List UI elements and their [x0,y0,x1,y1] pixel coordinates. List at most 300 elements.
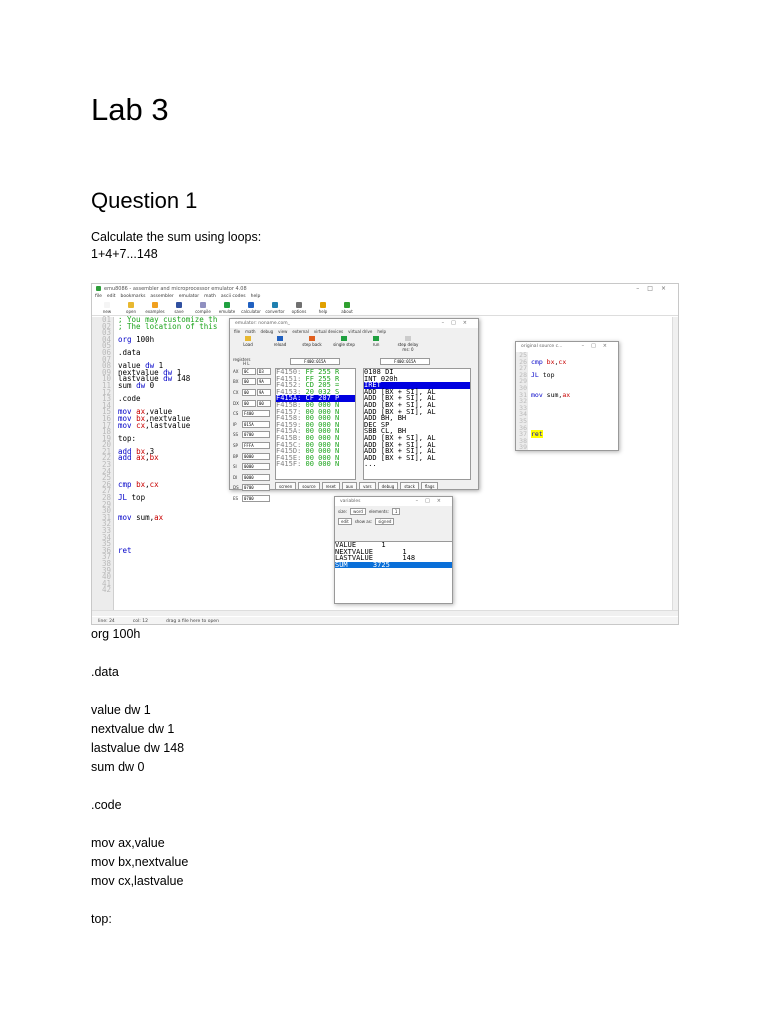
calculator-button[interactable] [239,301,263,315]
help-button[interactable] [311,301,335,315]
code-token: dw [163,374,177,384]
status-text: drag a file here to open [165,619,219,624]
source-line [531,359,615,366]
register-high[interactable]: 00 [242,400,256,407]
new-file-icon [104,302,110,308]
disasm-row[interactable]: ADD [BX + SI], AL [364,433,436,442]
reset-button[interactable]: reset [322,482,340,490]
source-button[interactable]: source [298,482,319,490]
variable-row[interactable]: VALUE 1 [335,541,386,549]
code-token: cx [149,479,159,489]
line-number: 28 [101,493,111,503]
memory-address: F4158: [276,414,306,423]
app-menubar [92,294,678,301]
memory-address: F415C: [276,440,306,449]
emulator-tool-icon [405,336,411,341]
code-line [118,420,238,430]
source-line [531,378,615,385]
register-high[interactable]: 00 [242,389,256,396]
line-number: 31 [101,512,111,522]
line-number: 09 [101,367,111,377]
about-button[interactable] [335,301,359,315]
line-number: 04 [101,334,111,344]
line-number: 29 [101,499,111,509]
disasm-row[interactable]: ADD [BX + SI], AL [364,453,436,462]
memory-bytes: FF 255 R [305,368,340,376]
menu-item-edit[interactable]: edit [106,294,116,299]
code-line [118,528,238,535]
document-code-line: nextvalue dw 1 [91,722,175,736]
line-number: 07 [101,354,111,364]
line-number: 27 [101,486,111,496]
register-value[interactable]: 0000 [242,474,270,481]
memory-address: F4157: [276,407,306,416]
emulator-menu-item[interactable]: view [278,329,288,334]
code-token: JL [118,493,132,503]
variable-row[interactable]: NEXTVALUE 1 [335,547,407,556]
screen-button[interactable]: screen [275,482,296,490]
emulator-single-step-button[interactable] [330,335,358,349]
tool-label: emulate [218,309,236,314]
register-cx [233,387,275,398]
memory-address: F4152: [276,381,306,390]
line-number-gutter [92,317,114,610]
code-line [118,469,238,476]
menu-item-assembler[interactable]: assembler [150,294,174,299]
memory-bytes: CF 207 P [305,394,340,403]
memory-address: F4150: [276,368,306,376]
source-line [531,425,615,432]
line-number: 06 [101,347,111,357]
memory-address: F4151: [276,374,306,383]
variable-row[interactable]: SUM 3725 [335,562,452,569]
emulator-tool-label: single step [333,342,355,347]
tool-label: examples [145,309,165,314]
code-token: cmp [531,357,547,366]
variables-window[interactable] [334,496,453,604]
code-token: , [145,479,150,489]
emulator-reload-button[interactable] [266,335,294,349]
emulator-tool-icon [277,336,283,341]
line-number: 18 [101,427,111,437]
stack-button[interactable]: stack [400,482,419,490]
register-name: SS [233,432,239,438]
register-low[interactable]: D3 [257,368,271,375]
register-high[interactable]: 00 [242,378,256,385]
emulator-step-delay-ms-0-button[interactable] [394,335,422,352]
elements-label: elements: [368,508,389,514]
memory-list[interactable] [275,368,356,480]
tool-label: convertor [265,309,285,314]
emulator-run-button[interactable] [362,335,390,349]
line-number: 37 [519,430,527,439]
line-number: 24 [101,466,111,476]
memory-address: F415B: [276,433,306,442]
code-token: sum [546,390,559,399]
code-token: cx [558,357,567,366]
size-select[interactable]: word [350,508,366,515]
registers-panel [233,357,275,504]
code-token: , [554,357,559,366]
code-token: bx [136,479,146,489]
size-label: size: [338,508,348,514]
line-number: 25 [101,473,111,483]
menu-item-bookmarks[interactable]: bookmarks [120,294,146,299]
tool-label: open [126,309,136,314]
emulator-menu-item[interactable]: file [234,329,241,334]
tool-label: new [102,309,112,314]
line-number: 35 [101,539,111,549]
code-token: top [542,370,555,379]
register-name: AX [233,368,239,374]
disasm-row[interactable]: ADD [BX + SI], AL [364,394,436,403]
code-token: lastvalue [118,374,164,384]
aux-button[interactable]: aux [342,482,357,490]
line-number: 19 [101,433,111,443]
disassembly-list[interactable] [363,368,471,480]
wrench-icon [296,302,302,308]
memory-bytes: 20 032 S [305,387,340,396]
code-token: mov [118,407,137,417]
calculator-icon [248,302,254,308]
document-code-line: mov ax,value [91,836,165,850]
source-line [531,438,615,445]
register-low[interactable]: 9A [257,378,271,385]
line-number: 39 [101,565,111,575]
menu-item-math[interactable]: math [204,294,216,299]
code-token: 100h [136,334,155,344]
line-number: 42 [101,585,111,595]
code-token: cmp [118,479,137,489]
register-value[interactable]: 0700 [242,495,270,502]
memory-address: F415B: [276,400,306,409]
disasm-address-field[interactable]: F400:015A [380,358,430,365]
tool-label: compile [195,309,211,314]
register-name: DI [233,474,238,480]
register-value[interactable]: 0700 [242,484,270,491]
emulator-step-back-button[interactable] [298,335,326,349]
line-number: 35 [519,416,527,425]
document-code-line: value dw 1 [91,703,151,717]
play-icon [224,302,230,308]
variables-show-row [335,516,452,526]
new-button[interactable] [95,301,119,315]
memory-bytes: 00 000 N [305,447,340,456]
register-low[interactable]: 00 [257,400,271,407]
register-ip [233,419,275,430]
register-value[interactable]: 0000 [242,463,270,470]
register-ss [233,430,275,441]
code-line [118,512,238,522]
disasm-row[interactable]: ADD [BX + SI], AL [364,440,436,449]
disasm-row[interactable]: ADD [BX + SI], AL [364,407,436,416]
emulator-menu-item[interactable]: math [245,329,256,334]
register-value[interactable]: 015A [242,421,270,428]
memory-bytes: 00 000 N [305,453,340,462]
register-cs [233,408,275,419]
status-text: col: 12 [132,619,148,624]
status-bar [92,617,678,625]
emulator-toolbar [230,335,478,352]
memory-address: F415F: [276,460,306,469]
code-token: JL [531,370,543,379]
memory-bytes: 00 000 N [305,420,340,429]
memory-address-field[interactable]: F400:015A [290,358,340,365]
line-number: 15 [101,407,111,417]
register-bx [233,377,275,388]
about-icon [344,302,350,308]
memory-row[interactable] [276,461,355,468]
line-number: 33 [101,526,111,535]
emulator-menu-item[interactable]: external [292,329,309,334]
line-number: 34 [519,410,527,419]
emu8086-screenshot [91,283,679,625]
line-number: 08 [101,361,111,371]
emulate-button[interactable] [215,301,239,315]
code-token: nextvalue [118,367,164,377]
emulator-tool-icon [245,336,251,341]
register-value[interactable]: F400 [242,410,270,417]
line-number: 03 [101,328,111,338]
original-source-title: original source c... [521,344,563,349]
code-token: dw [136,380,150,390]
memory-address: F415A: [276,427,306,436]
options-button[interactable] [287,301,311,315]
code-token: org [118,334,137,344]
code-token: 1 [176,367,182,377]
register-name: IP [233,421,237,427]
code-line [118,396,238,403]
code-line [118,479,238,489]
memory-bytes: 00 000 N [305,460,340,469]
code-token: value [118,361,146,371]
register-es [233,493,275,504]
line-number: 23 [101,460,111,470]
line-number: 39 [519,443,527,452]
tool-label: options [291,309,307,314]
code-token: ret [531,430,543,439]
code-token: sum [118,380,137,390]
convertor-icon [272,302,278,308]
window-controls[interactable]: –□× [636,285,674,292]
original-source-window[interactable] [515,341,619,451]
code-token: ,value [145,407,173,417]
open-button[interactable] [119,301,143,315]
line-number: 31 [519,390,527,399]
emulator-tool-label: step delay ms: 0 [397,342,419,352]
source-line [531,444,615,451]
disasm-row[interactable]: SBB CL, BH [364,427,407,436]
code-token: bx [136,413,146,423]
document-code-line: lastvalue dw 148 [91,741,185,755]
emulator-tool-label: reload [273,342,287,347]
variable-row[interactable]: LASTVALUE 148 [335,554,416,563]
original-source-window-controls[interactable]: –□× [581,343,614,349]
line-number: 36 [101,545,111,555]
register-name: BP [233,453,239,459]
document-code-line: mov bx,nextvalue [91,855,189,869]
emulator-menu-item[interactable]: virtual drive [348,329,373,334]
line-number: 21 [101,446,111,456]
line-number: 26 [519,357,527,366]
editor-vertical-scrollbar[interactable] [672,317,678,610]
app-toolbar [92,301,678,316]
tool-label: help [318,309,328,314]
line-number: 22 [101,453,111,463]
line-number: 32 [101,519,111,529]
emulator-load-button[interactable] [234,335,262,349]
emulator-title: emulator: noname.com_ [235,321,290,326]
menu-item-help[interactable]: help [250,294,261,299]
registers-label: registers [233,357,251,362]
code-token: mov [531,390,547,399]
star-icon [152,302,158,308]
register-value[interactable]: 0000 [242,453,270,460]
line-number: 27 [519,364,527,373]
examples-button[interactable] [143,301,167,315]
code-token: mov [118,413,137,423]
original-source-titlebar [516,342,618,351]
code-token: dw [145,361,159,371]
code-token: ,nextvalue [145,413,191,423]
line-number: 38 [519,436,527,445]
disk-icon [176,302,182,308]
disasm-row[interactable]: IRET [364,382,470,389]
register-high[interactable]: 0C [242,368,256,375]
emulator-menu-item[interactable]: virtual devices [313,329,344,334]
memory-address: F415E: [276,453,306,462]
emulator-window-controls[interactable]: –□× [441,320,474,326]
line-number: 34 [101,532,111,542]
memory-bytes: 00 000 N [305,400,340,409]
vars-button[interactable]: vars [359,482,376,490]
tool-label: calculator [241,309,261,314]
memory-address: F415A: [276,394,306,403]
source-code[interactable] [118,315,241,555]
code-token: ,3 [145,446,155,456]
code-line [118,495,238,502]
memory-address: F4153: [276,387,306,396]
disasm-row[interactable]: INT 020h [364,374,398,383]
code-token: cx [136,420,146,430]
line-number: 13 [101,394,111,404]
register-name: CS [233,411,239,417]
line-number: 28 [519,370,527,379]
code-line [118,521,238,528]
register-value[interactable]: 0700 [242,431,270,438]
code-token: mov [118,420,137,430]
emulator-menu-item[interactable]: help [377,329,386,334]
line-number: 30 [519,383,527,392]
show-as-select[interactable]: signed [375,518,394,525]
register-si [233,461,275,472]
document-code-line: .code [91,798,122,812]
original-source-gutter [516,352,528,450]
emu8086-icon [96,286,101,291]
document-title: Lab 3 [91,92,169,127]
help-icon [320,302,326,308]
code-token: add [118,446,137,456]
emulator-menu-item[interactable]: debug [260,329,274,334]
disasm-row[interactable]: ADD [BX + SI], AL [364,447,436,456]
emulator-window[interactable] [229,318,479,501]
document-code-line: top: [91,912,112,926]
elements-field[interactable]: 1 [392,508,401,515]
code-line [118,334,238,344]
convertor-button[interactable] [263,301,287,315]
code-token: sum [136,512,150,522]
code-token: ; The location of this [118,321,218,331]
disasm-row[interactable]: ADD BH, BH [364,414,407,423]
code-token: bx [149,453,159,463]
edit-button[interactable]: edit [338,518,352,525]
menu-item-ascii-codes[interactable]: ascii codes [220,294,246,299]
document-code-line: mov cx,lastvalue [91,874,184,888]
register-low[interactable]: 9A [257,389,271,396]
source-line [531,398,615,405]
show-as-label: show as: [354,518,373,524]
variables-list[interactable] [335,541,452,603]
register-name: DX [233,400,239,406]
source-line [531,372,615,379]
code-token: bx [546,357,555,366]
source-line [531,405,615,412]
emulator-tool-icon [309,336,315,341]
disasm-row[interactable]: ADD [BX + SI], AL [364,387,436,396]
editor-horizontal-scrollbar[interactable] [92,610,678,616]
compile-button[interactable] [191,301,215,315]
register-dx [233,398,275,409]
line-number: 30 [101,506,111,516]
code-token: mov [118,512,137,522]
line-number: 12 [101,387,111,397]
register-value[interactable]: FFFA [242,442,270,449]
line-number: 32 [519,397,527,406]
disasm-row[interactable]: DEC SP [364,420,390,429]
register-name: BX [233,379,239,385]
line-number: 40 [101,572,111,582]
menu-item-file[interactable]: file [95,294,102,299]
question-heading: Question 1 [91,188,198,213]
disasm-row[interactable]: ADD [BX + SI], AL [364,400,436,409]
code-line [118,321,238,331]
line-number: 29 [519,377,527,386]
disasm-row[interactable]: ... [364,460,377,469]
emulator-tool-label: run [372,342,380,347]
flags-button[interactable]: flags [421,482,439,490]
code-token: 148 [176,374,191,384]
menu-item-emulator[interactable]: emulator [178,294,200,299]
register-name: SP [233,442,238,448]
series-text: 1+4+7...148 [91,247,158,261]
source-line [531,411,615,418]
code-token: ax [136,407,146,417]
line-number: 14 [101,400,111,410]
variables-window-controls[interactable]: –□× [415,498,448,504]
line-number: 26 [101,479,111,489]
debug-button[interactable]: debug [378,482,399,490]
code-token: bx [136,446,146,456]
emulator-tool-label: step back [302,342,322,347]
code-token: top [131,493,146,503]
source-line [531,392,615,399]
memory-bytes: 00 000 N [305,440,340,449]
code-line [118,462,238,469]
code-token: ; You may customize th [118,315,218,324]
save-button[interactable] [167,301,191,315]
question-prompt: Calculate the sum using loops: [91,230,262,244]
disasm-row[interactable]: 0108 DI [364,368,394,376]
